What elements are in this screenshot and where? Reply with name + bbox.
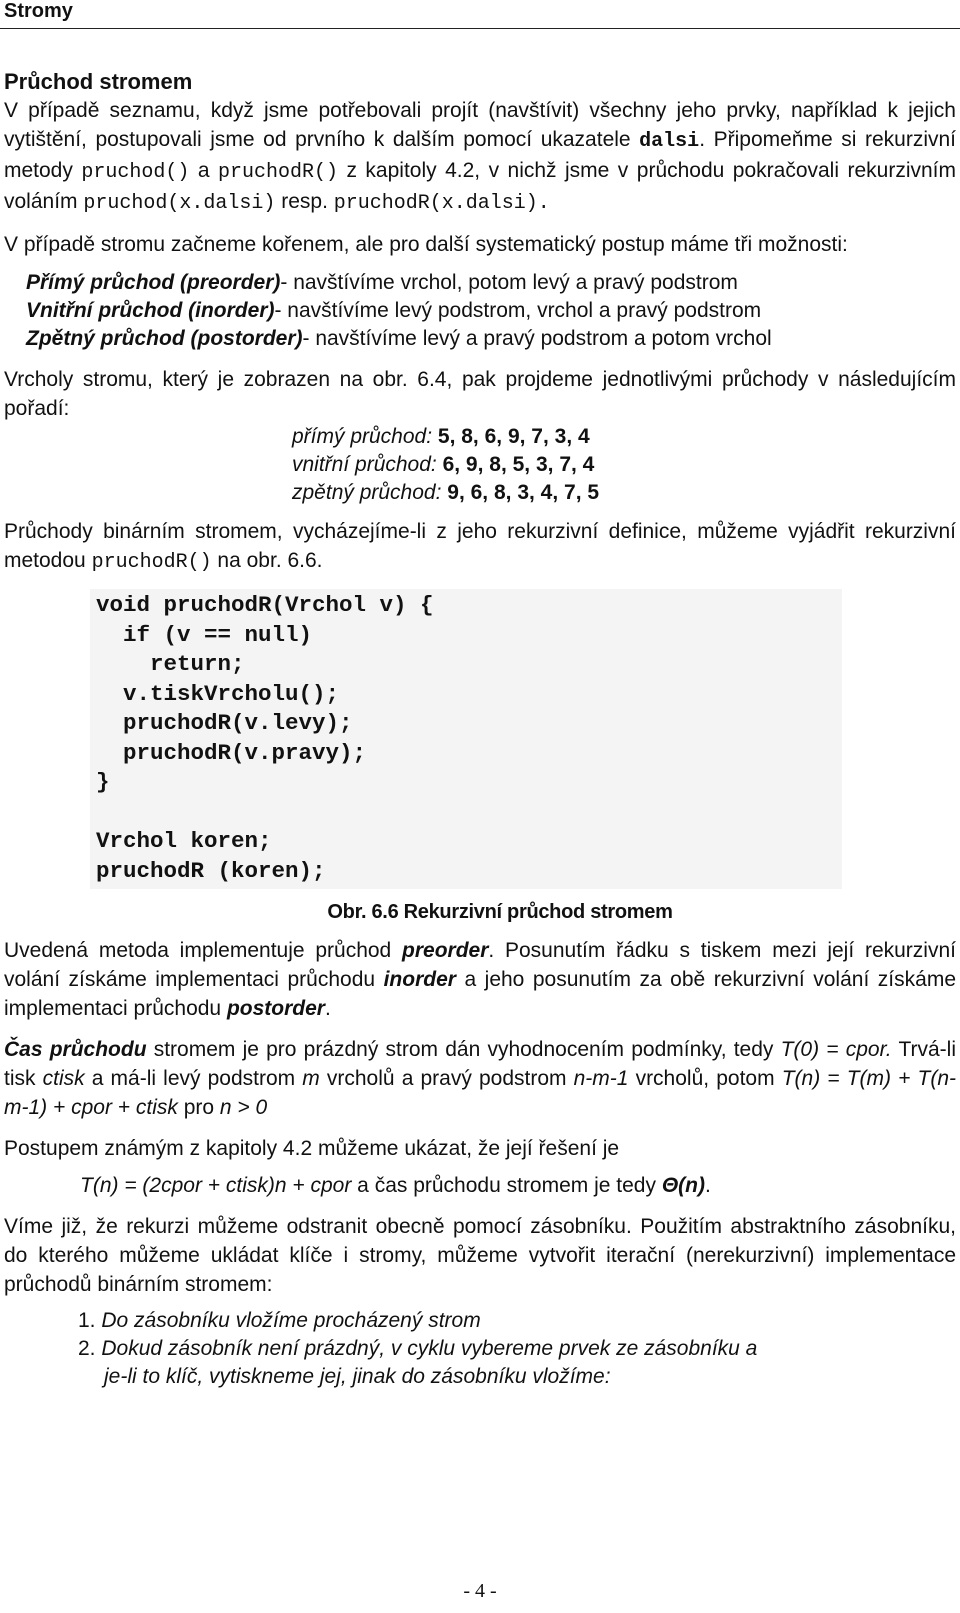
text: V případě seznamu, když jsme potřebovali projít (navštívit) všechny jeho prvky, například k jejich vytištění, postupovali jsme od prvního k dalším pomocí ukazatele [4,99,956,151]
text: vrcholů a pravý podstrom [319,1067,574,1090]
list-item [78,1335,956,1363]
text: . Připomeňme si rekurzivní metody [4,128,956,182]
paragraph-tree-options: V případě stromu začneme kořenem, ale pro další systematický postup máme tři možnosti: [4,233,848,256]
figure-caption: Obr. 6.6 Rekurzivní průchod stromem [327,901,673,923]
text: Uvedená metoda implementuje průchod [4,939,403,962]
order-values: 6, 9, 8, 5, 3, 7, 4 [436,453,595,476]
text: a [189,159,218,182]
text: na obr. 6.6. [211,549,323,572]
paragraph-implementation [4,936,956,1023]
page-number: - 4 - [463,1580,497,1602]
code-inline: pruchodR() [91,551,212,574]
list-item [78,1307,956,1335]
order-label: vnitřní průchod: [292,453,437,476]
order-values: 9, 6, 8, 3, 4, 7, 5 [441,481,600,504]
term-postorder: postorder [226,997,325,1020]
code-listing: void pruchodR(Vrchol v) { if (v == null) return; v.tiskVrcholu(); pruchodR(v.levy); pruchodR(v.pravy); } Vrchol koren; pruchodR (koren); [96,592,434,884]
order-postorder [292,479,956,507]
math: T(n) = T(m) + T(n-m-1) + cpor + ctisk [4,1067,956,1119]
text: Průchody binárním stromem, vycházejíme-li z jeho rekurzivní definice, můžeme vyjádřit rekurzivní metodou [4,520,956,572]
text: . [324,997,331,1020]
math: ctisk [42,1067,85,1090]
paragraph-intro [4,96,956,218]
math: n > 0 [219,1096,268,1119]
definition-preorder [26,269,956,297]
traversal-orders [292,423,956,507]
text: z kapitoly 4.2, v nichž jsme v průchodu pokračovali rekurzivním voláním [4,159,956,213]
content [4,68,956,1391]
definition-desc: - navštívíme levý a pravý podstrom a potom vrchol [302,327,772,350]
formula-line [80,1171,956,1200]
running-header: Stromy [4,0,73,22]
header-rule [0,28,960,29]
steps-list [78,1307,956,1391]
code-inline: dalsi [639,130,700,153]
definition-term: Vnitřní průchod (inorder) [26,299,275,322]
paragraph-recursive [4,517,956,577]
text: a čas průchodu stromem je tedy [351,1174,662,1197]
definition-desc: - navštívíme vrchol, potom levý a pravý podstrom [280,271,738,294]
text: Trvá-li tisk [4,1038,956,1090]
definition-term: Zpětný průchod (postorder) [26,327,303,350]
list-item-continuation: je-li to klíč, vytiskneme jej, jinak do zásobníku vložíme: [104,1365,611,1388]
math: T(n) = (2cpor + ctisk)n + cpor [80,1174,352,1197]
math: T(0) = cpor. [780,1038,892,1061]
text: . Posunutím řádku s tiskem mezi její rekurzivní volání získáme implementaci průchodu [4,939,956,991]
list-number: 2. [78,1337,96,1360]
code-inline: pruchod(x.dalsi) [83,192,276,215]
math-complexity: Θ(n) [661,1174,705,1197]
definition-desc: - navštívíme levý podstrom, vrchol a pravý podstrom [274,299,762,322]
text: pro [177,1096,220,1119]
code-figure [90,589,842,889]
section-heading: Průchod stromem [4,69,193,94]
order-inorder [292,451,956,479]
math: m [302,1067,320,1090]
order-label: přímý průchod: [292,425,433,448]
math: n-m-1 [573,1067,629,1090]
order-values: 5, 8, 6, 9, 7, 3, 4 [432,425,590,448]
term-time: Čas průchodu [4,1038,147,1061]
paragraph-time [4,1035,956,1122]
traversal-definitions [26,269,956,353]
text: a má-li levý podstrom [84,1067,303,1090]
list-text: Do zásobníku vložíme procházený strom [101,1309,481,1332]
text: . [704,1174,711,1197]
definition-inorder [26,297,956,325]
text: vrcholů, potom [628,1067,782,1090]
list-text: Dokud zásobník není prázdný, v cyklu vybereme prvek ze zásobníku a [101,1337,758,1360]
order-label: zpětný průchod: [292,481,442,504]
definition-term: Přímý průchod (preorder) [26,271,281,294]
code-inline: pruchodR() [217,161,338,184]
order-preorder [292,423,956,451]
paragraph-stack: Víme již, že rekurzi můžeme odstranit obecně pomocí zásobníku. Použitím abstraktního zásobníku, do kterého můžeme ukládat klíče i stromy, můžeme vytvořit iterační (nerekurzivní) implementace průchodů binárním stromem: [4,1215,956,1296]
term-inorder: inorder [383,968,456,991]
text: stromem je pro prázdný strom dán vyhodnocením podmínky, tedy [146,1038,781,1061]
code-inline: pruchodR(x.dalsi). [333,192,550,215]
definition-postorder [26,325,956,353]
code-inline: pruchod() [81,161,190,184]
paragraph-order-intro: Vrcholy stromu, který je zobrazen na obr. 6.4, pak projdeme jednotlivými průchody v následujícím pořadí: [4,368,956,420]
term-preorder: preorder [402,939,489,962]
text: a jeho posunutím za obě rekurzivní volání získáme implementaci průchodu [4,968,956,1020]
list-number: 1. [78,1309,96,1332]
paragraph-solution: Postupem známým z kapitoly 4.2 můžeme ukázat, že její řešení je [4,1137,620,1160]
text: resp. [275,190,334,213]
